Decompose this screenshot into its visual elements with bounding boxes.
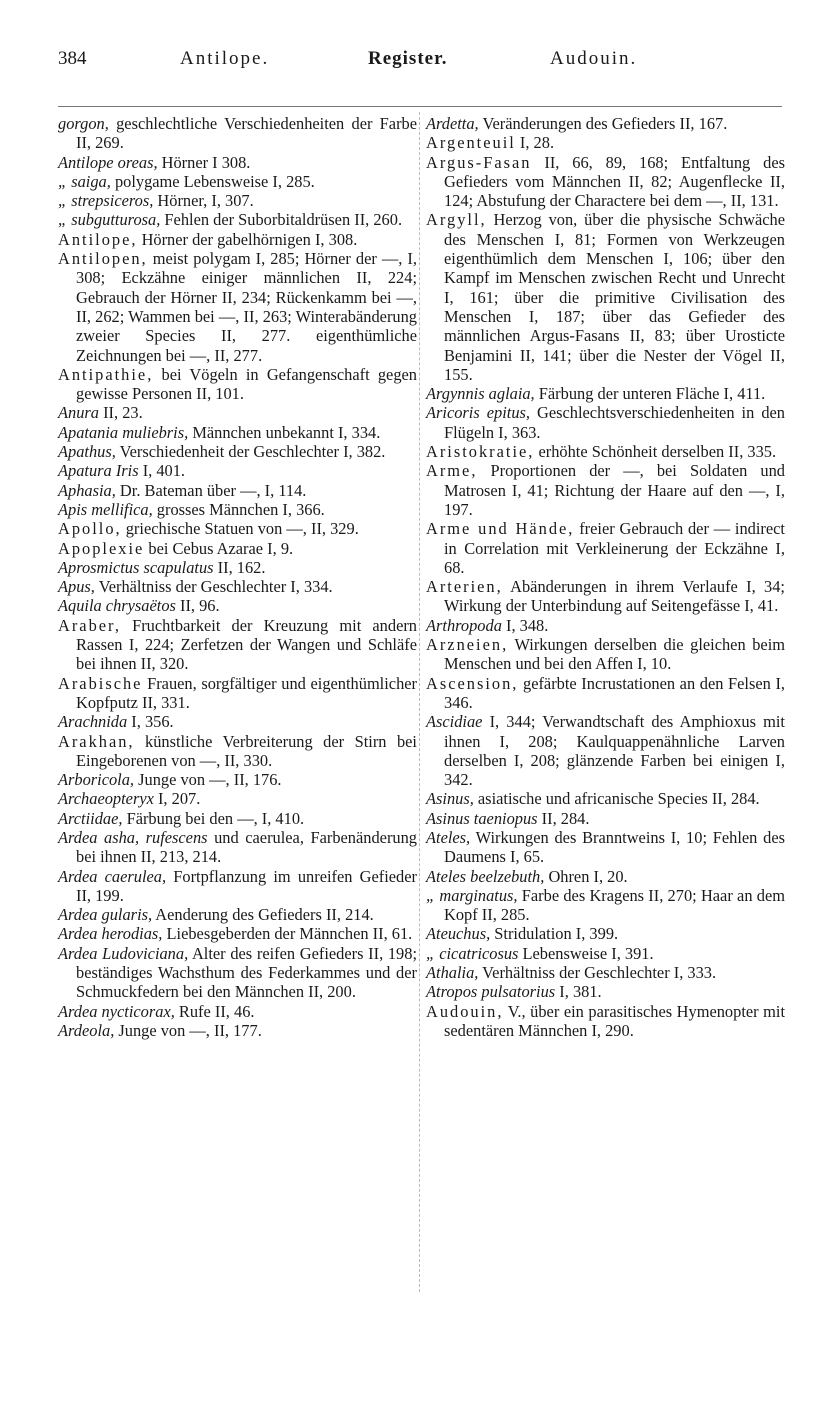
entry-heading: Ascidiae — [426, 712, 483, 732]
entry-text: II, 66, 89, 168; Entfaltung des Gefieders vom Männchen II, 82; Augenflecke II, 124; Abstufung der Charactere bei dem —, II, 131. — [444, 152, 785, 211]
entry-heading: „ cicatricosus — [426, 943, 519, 963]
entry-heading: „ subgutturosa, — [58, 210, 161, 230]
index-entry — [426, 963, 785, 982]
entry-heading: Anura — [58, 403, 99, 423]
index-entry — [58, 558, 417, 577]
index-entry — [58, 1021, 417, 1040]
entry-text: Hörner, I, 307. — [153, 191, 254, 211]
index-entry — [58, 944, 417, 1002]
entry-text: griechische Statuen von —, II, 329. — [121, 519, 359, 539]
index-entry — [58, 210, 417, 229]
entry-text: Fruchtbarkeit der Kreuzung mit andern Rassen I, 224; Zerfetzen der Wangen und Schläfe bei ihnen II, 320. — [76, 615, 417, 674]
entry-heading: Ardeola, — [58, 1020, 115, 1040]
entry-text: freier Gebrauch der — indirect in Correlation mit Verkleinerung der Eckzähne I, 68. — [444, 519, 785, 577]
index-entry — [426, 1002, 785, 1041]
index-entry — [426, 519, 785, 577]
entry-heading: Apatura Iris — [58, 461, 139, 481]
entry-text: V., über ein parasitisches Hymenopter mit sedentären Männchen I, 290. — [444, 1001, 785, 1040]
index-entry — [426, 210, 785, 384]
left-column — [58, 114, 417, 1040]
entry-text: Veränderungen des Gefieders II, 167. — [478, 114, 728, 133]
entry-heading: Aquila chrysaëtos — [58, 596, 176, 616]
entry-heading: Apathus, — [58, 442, 116, 462]
entry-text: Proportionen der —, bei Soldaten und Matrosen I, 41; Richtung der Haare auf den —, I, 197. — [444, 461, 785, 519]
entry-heading: Argenteuil — [426, 133, 516, 153]
entry-text: grosses Männchen I, 366. — [152, 499, 325, 519]
index-entry — [58, 789, 417, 808]
index-entry — [58, 114, 417, 153]
index-entry — [58, 249, 417, 365]
index-entry — [58, 732, 417, 771]
entry-heading: Aristokratie, — [426, 442, 535, 462]
entry-heading: Apoplexie — [58, 538, 145, 558]
entry-text: Aenderung des Gefieders II, 214. — [152, 905, 374, 925]
index-entry — [58, 423, 417, 442]
entry-text: I, 381. — [555, 982, 602, 1002]
entry-heading: Arctiidae, — [58, 808, 123, 828]
index-entry — [58, 153, 417, 172]
index-entry — [426, 635, 785, 674]
entry-heading: Argus-Fasan — [426, 152, 532, 172]
entry-heading: „ strepsiceros, — [58, 191, 154, 211]
index-entry — [58, 712, 417, 731]
entry-text: Ohren I, 20. — [544, 866, 628, 886]
entry-text: Färbung der unteren Fläche I, 411. — [534, 384, 766, 404]
index-entry — [58, 770, 417, 789]
entry-heading: Arboricola, — [58, 770, 135, 790]
index-entry — [58, 191, 417, 210]
index-entry — [58, 674, 417, 713]
entry-text: I, 344; Verwandtschaft des Amphioxus mit ihnen I, 208; Kaulquappenähnliche Larven derselben I, 208; glänzende Farben bei einigen I, 342. — [444, 712, 785, 790]
entry-text: I, 401. — [138, 461, 186, 481]
header-center-word: Register. — [368, 48, 448, 69]
entry-heading: Audouin, — [426, 1001, 504, 1021]
entry-text: erhöhte Schönheit derselben II, 335. — [534, 442, 777, 462]
entry-text: und caerulea, Farbenänderung bei ihnen II, 213, 214. — [76, 827, 417, 867]
running-header — [58, 48, 782, 78]
header-right-word: Audouin. — [550, 48, 638, 69]
entry-text: Hörner der gabelhörnigen I, 308. — [137, 229, 358, 249]
entry-heading: Apollo, — [58, 519, 122, 539]
index-entry — [58, 596, 417, 615]
entry-text: II, 284. — [537, 808, 590, 828]
index-entry — [426, 577, 785, 616]
entry-text: Wirkungen derselben die gleichen beim Menschen und bei den Affen I, 10. — [444, 635, 785, 674]
entry-text: Abänderungen in ihrem Verlaufe I, 34; Wirkung der Unterbindung auf Seitengefässe I, 41. — [444, 577, 785, 616]
index-entry — [58, 442, 417, 461]
entry-heading: Araber, — [58, 615, 121, 635]
entry-heading: Antilopen, — [58, 249, 148, 269]
entry-heading: Asinus, — [426, 789, 474, 809]
entry-heading: Antilope oreas, — [58, 152, 158, 172]
entry-text: Rufe II, 46. — [174, 1001, 255, 1021]
index-entry — [58, 230, 417, 249]
entry-heading: „ marginatus, — [426, 885, 518, 905]
entry-heading: Aphasia, — [58, 480, 116, 500]
index-entry — [426, 809, 785, 828]
entry-heading: Ardea herodias, — [58, 924, 163, 944]
entry-heading: Apus, — [58, 577, 95, 597]
index-entry — [58, 365, 417, 404]
index-entry — [58, 403, 417, 422]
header-rule — [58, 106, 782, 107]
entry-heading: Archaeopteryx — [58, 789, 154, 809]
index-entry — [426, 384, 785, 403]
entry-text: Liebesgeberden der Männchen II, 61. — [162, 924, 413, 944]
entry-text: Geschlechtsverschiedenheiten in den Flügeln I, 363. — [444, 403, 785, 442]
entry-heading: Antilope, — [58, 229, 138, 249]
index-entry — [426, 944, 785, 963]
entry-text: I, 356. — [127, 712, 174, 732]
entry-heading: Arakhan, — [58, 731, 135, 751]
entry-text: gefärbte Incrustationen an den Felsen I, 346. — [444, 673, 785, 712]
index-entry — [426, 886, 785, 925]
index-entry — [58, 905, 417, 924]
entry-heading: Apis mellifica, — [58, 499, 153, 519]
entry-heading: Ardea nycticorax, — [58, 1001, 175, 1021]
entry-text: künstliche Verbreiterung der Stirn bei Eingeborenen von —, II, 330. — [76, 731, 417, 770]
index-entry — [426, 403, 785, 442]
index-entry — [426, 461, 785, 519]
index-entry — [58, 924, 417, 943]
index-entry — [426, 153, 785, 211]
right-column — [426, 114, 785, 1040]
index-entry — [58, 461, 417, 480]
entry-heading: Ateuchus, — [426, 924, 491, 944]
index-entry — [58, 1002, 417, 1021]
entry-text: bei Cebus Azarae I, 9. — [144, 538, 294, 558]
entry-heading: Ateles beelzebuth, — [426, 866, 545, 886]
entry-text: Fortpflanzung im unreifen Gefieder II, 199. — [76, 866, 417, 905]
entry-heading: Arachnida — [58, 712, 128, 732]
entry-text: Stridulation I, 399. — [490, 924, 619, 944]
entry-text: geschlechtliche Verschiedenheiten der Farbe II, 269. — [76, 114, 417, 153]
entry-text: Junge von —, II, 176. — [134, 770, 282, 790]
entry-text: Farbe des Kragens II, 270; Haar an dem Kopf II, 285. — [444, 885, 785, 925]
entry-text: Hörner I 308. — [157, 152, 251, 172]
entry-heading: Argyll, — [426, 210, 487, 230]
entry-text: I, 207. — [153, 789, 201, 809]
entry-text: meist polygam I, 285; Hörner der —, I, 308; Eckzähne einiger männlichen II, 224; Gebrauch der Hörner II, 234; Rückenkamm bei —, II, 262; Wammen bei —, II, 263; Winterabänderung zweier Species II, 277. eigenthümliche Zeichnungen bei —, II, 277. — [76, 249, 417, 365]
entry-heading: Apatania muliebris, — [58, 422, 189, 442]
entry-heading: Atropos pulsatorius — [426, 982, 556, 1002]
entry-text: Färbung bei den —, I, 410. — [122, 808, 305, 828]
entry-heading: Antipathie, — [58, 364, 154, 384]
entry-text: Männchen unbekannt I, 334. — [188, 422, 381, 442]
index-entry — [426, 828, 785, 867]
entry-text: bei Vögeln in Gefangenschaft gegen gewisse Personen II, 101. — [76, 364, 417, 404]
entry-text: Dr. Bateman über —, I, 114. — [115, 480, 307, 500]
entry-heading: Arterien, — [426, 577, 503, 597]
entry-heading: Ardea gularis, — [58, 905, 153, 925]
entry-text: Frauen, sorgfältiger und eigenthümlicher Kopfputz II, 331. — [76, 673, 417, 712]
entry-text: Herzog von, über die physische Schwäche des Menschen I, 81; Formen von Werkzeugen eigenthümlich dem Menschen I, 106; über den Kampf im Menschen zwischen Recht und Unrecht I, 161; über die primitive Civilisation des Menschen I, 187; über das Gefieder des männlichen Argus-Fasans II, 83; über Urosticte Benjamini II, 141; über die Nester der Vögel II, 155. — [444, 210, 785, 384]
entry-text: asiatische und africanische Species II, 284. — [473, 789, 760, 809]
entry-heading: Ardea asha, rufescens — [58, 827, 208, 847]
entry-text: Wirkungen des Branntweins I, 10; Fehlen des Daumens I, 65. — [444, 827, 785, 867]
entry-heading: Argynnis aglaia, — [426, 384, 535, 404]
entry-heading: Asinus taeniopus — [426, 808, 538, 828]
index-entry — [58, 172, 417, 191]
index-entry — [426, 867, 785, 886]
index-entry — [426, 114, 785, 133]
entry-heading: Arzneien, — [426, 635, 509, 655]
entry-text: I, 348. — [501, 615, 549, 635]
entry-heading: Aricoris epitus, — [426, 403, 530, 423]
index-entry — [58, 539, 417, 558]
entry-heading: Ateles, — [426, 827, 471, 847]
entry-text: polygame Lebensweise I, 285. — [110, 171, 315, 191]
entry-heading: Arabische — [58, 673, 143, 693]
index-entry — [426, 789, 785, 808]
entry-text: Verhältniss der Geschlechter I, 333. — [478, 963, 717, 983]
entry-text: II, 96. — [175, 596, 220, 616]
entry-heading: Ardea Ludoviciana, — [58, 943, 189, 963]
entry-heading: Athalia, — [426, 963, 479, 983]
index-entry — [426, 982, 785, 1001]
index-entry — [58, 809, 417, 828]
entry-text: Verschiedenheit der Geschlechter I, 382. — [115, 442, 386, 462]
entry-heading: Ascension, — [426, 673, 519, 693]
header-left-word: Antilope. — [180, 48, 270, 69]
entry-heading: Aprosmictus scapulatus — [58, 557, 214, 577]
index-entry — [426, 674, 785, 713]
index-entry — [58, 519, 417, 538]
entry-heading: Arme und Hände, — [426, 519, 575, 539]
column-separator — [419, 112, 420, 1292]
entry-heading: Arthropoda — [426, 615, 502, 635]
entry-text: Fehlen der Suborbitaldrüsen II, 260. — [160, 210, 403, 230]
entry-heading: gorgon, — [58, 114, 109, 133]
index-entry — [426, 616, 785, 635]
index-entry — [426, 712, 785, 789]
entry-text: Alter des reifen Gefieders II, 198; beständiges Wachsthum des Federkammes und der Schmuckfedern bei den Männchen II, 200. — [76, 943, 417, 1002]
page-number: 384 — [58, 48, 87, 69]
index-entry — [426, 442, 785, 461]
index-entry — [58, 616, 417, 674]
index-entry — [426, 133, 785, 152]
entry-heading: Ardea caerulea, — [58, 866, 167, 886]
entry-text: II, 162. — [213, 557, 266, 577]
entry-text: Junge von —, II, 177. — [114, 1020, 262, 1040]
index-entry — [58, 481, 417, 500]
entry-text: Verhältniss der Geschlechter I, 334. — [94, 577, 333, 597]
entry-heading: Arme, — [426, 461, 478, 481]
entry-text: Lebensweise I, 391. — [518, 943, 654, 963]
index-entry — [58, 577, 417, 596]
index-entry — [426, 924, 785, 943]
index-entry — [58, 828, 417, 867]
index-entry — [58, 500, 417, 519]
entry-text: II, 23. — [98, 403, 143, 423]
entry-text: I, 28. — [515, 133, 555, 153]
entry-heading: Ardetta, — [426, 114, 479, 133]
index-entry — [58, 867, 417, 906]
entry-heading: „ saiga, — [58, 171, 111, 191]
